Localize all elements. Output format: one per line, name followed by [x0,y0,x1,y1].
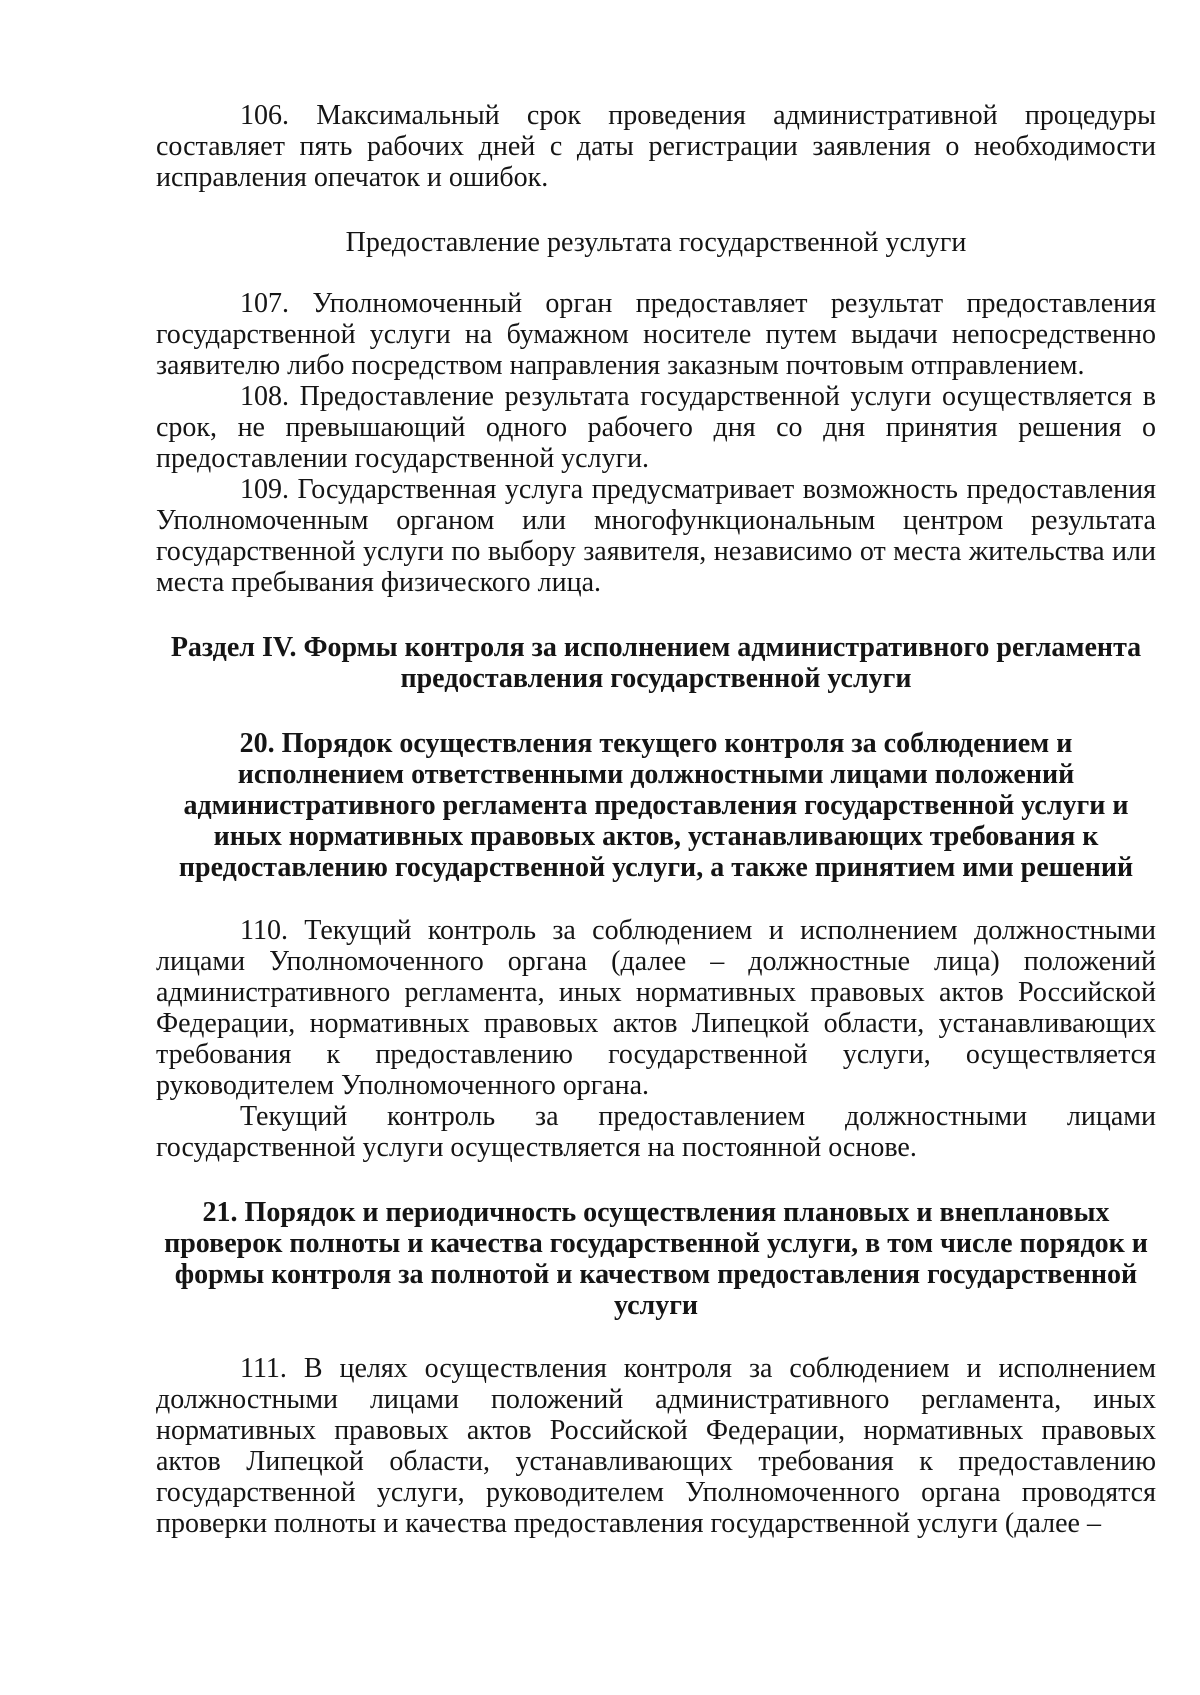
paragraph-111: 111. В целях осуществления контроля за соблюдением и исполнением должностными лицами положений административного регламента, иных нормативных правовых актов Российской Федерации, нормативных правовых актов Липецкой области, устанавливающих требования к предоставлению государственной услуги, руководителем Уполномоченного органа проводятся проверки полноты и качества предоставления государственной услуги (далее – [156,1353,1156,1539]
paragraph-107: 107. Уполномоченный орган предоставляет результат предоставления государственной услуги на бумажном носителе путем выдачи непосредственно заявителю либо посредством направления заказным почтовым отправлением. [156,288,1156,381]
paragraph-106: 106. Максимальный срок проведения административной процедуры составляет пять рабочих дней с даты регистрации заявления о необходимости исправления опечаток и ошибок. [156,100,1156,193]
paragraph-109: 109. Государственная услуга предусматривает возможность предоставления Уполномоченным органом или многофункциональным центром результата государственной услуги по выбору заявителя, независимо от места жительства или места пребывания физического лица. [156,474,1156,598]
subheading-result: Предоставление результата государственной услуги [345,227,967,258]
section-iv-title: Раздел IV. Формы контроля за исполнением административного регламента предоставления государственной услуги [170,632,1142,694]
document-page [156,100,1156,1539]
section-20-title: 20. Порядок осуществления текущего контроля за соблюдением и исполнением ответственными должностными лицами положений административного регламента предоставления государственной услуги и иных нормативных правовых актов, устанавливающих требования к предоставлению государственной услуги, а также принятием ими решений [178,728,1134,883]
section-21-title: 21. Порядок и периодичность осуществления плановых и внеплановых проверок полноты и качества государственной услуги, в том числе порядок и формы контроля за полнотой и качеством предоставления государственной услуги [164,1197,1148,1321]
paragraph-110: 110. Текущий контроль за соблюдением и исполнением должностными лицами Уполномоченного органа (далее – должностные лица) положений административного регламента, иных нормативных правовых актов Российской Федерации, нормативных правовых актов Липецкой области, устанавливающих требования к предоставлению государственной услуги, осуществляется руководителем Уполномоченного органа. [156,915,1156,1101]
paragraph-110-continued: Текущий контроль за предоставлением должностными лицами государственной услуги осуществляется на постоянной основе. [156,1101,1156,1163]
paragraph-108: 108. Предоставление результата государственной услуги осуществляется в срок, не превышающий одного рабочего дня со дня принятия решения о предоставлении государственной услуги. [156,381,1156,474]
